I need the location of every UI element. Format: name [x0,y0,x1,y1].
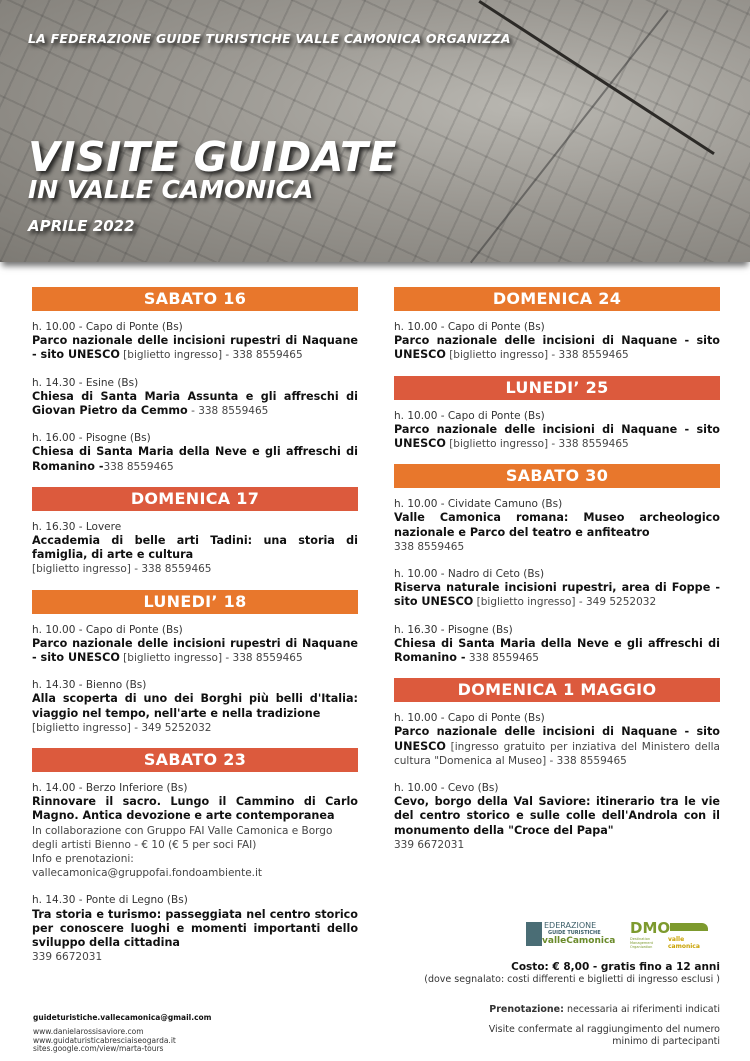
event-time-location: h. 16.30 - Lovere [32,520,122,533]
logo-text-line2: GUIDE TURISTICHE [548,930,601,936]
event-details: 339 6672031 [32,951,103,964]
event-details: 338 8559465 [465,652,539,665]
event-item [394,711,720,768]
website-link-2[interactable]: www.guidaturisticabresciaiseogarda.it [33,1035,176,1045]
event-details: [ingresso gratuito per inziativa del Ministero della cultura "Domenica al Museo] - 338 8559465 [394,740,720,767]
booking-label: Prenotazione: [489,1004,564,1015]
dmo-subtitle: Destination Management Organization [630,937,654,949]
organizer-line: LA FEDERAZIONE GUIDE TURISTICHE VALLE CAMONICA ORGANIZZA [28,31,511,46]
logo-text-line1: EDERAZIONE [544,921,597,930]
contact-email-link[interactable]: guideturistiche.vallecamonica@gmail.com [33,1013,212,1022]
event-title: Riserva naturale incisioni rupestri, area di Foppe - sito UNESCO [394,581,720,609]
event-title: Rinnovare il sacro. Lungo il Cammino di Carlo Magno. Antica devozione e arte contemporanea [32,795,358,823]
federazione-f-mark-icon [526,922,542,946]
cost-note: (dove segnalato: costi differenti e biglietti di ingresso esclusi ) [424,974,720,985]
event-info-label: Info e prenotazioni: [32,853,134,866]
event-details: [biglietto ingresso] - 349 5252032 [32,721,212,734]
event-item [394,781,720,852]
dmo-text: DMO [630,919,671,937]
event-time-location: h. 10.00 - Capo di Ponte (Bs) [394,712,545,725]
day-header: SABATO 23 [32,748,358,772]
event-time-location: h. 14.30 - Bienno (Bs) [32,679,147,692]
event-title: Parco nazionale delle incisioni di Naquane - sito UNESCO [394,334,720,362]
day-header: DOMENICA 17 [32,487,358,511]
event-item [32,320,358,363]
event-item [32,520,358,577]
event-title: Chiesa di Santa Maria della Neve e gli affreschi di Romanino - [394,636,720,665]
event-details: 338 8559465 [103,460,174,473]
cost-label: Costo: € 8,00 - gratis fino a 12 anni [511,961,720,973]
booking-text: necessaria ai riferimenti indicati [563,1004,720,1015]
day-header: DOMENICA 24 [394,287,720,311]
event-details: [biglietto ingresso] - 338 8559465 [119,349,303,362]
event-details: 338 8559465 [394,540,465,553]
day-header: LUNEDI’ 18 [32,590,358,614]
event-title: Parco nazionale delle incisioni di Naquane - sito UNESCO [394,725,720,753]
event-time-location: h. 16.30 - Pisogne (Bs) [394,623,513,636]
event-time-location: h. 10.00 - Capo di Ponte (Bs) [394,321,545,333]
event-details: [biglietto ingresso] - 338 8559465 [119,652,303,665]
event-item [32,781,358,880]
event-time-location: h. 14.00 - Berzo Inferiore (Bs) [32,782,188,795]
event-item [394,320,720,363]
event-title: Parco nazionale delle incisioni di Naquane - sito UNESCO [394,422,720,451]
event-details: 339 6672031 [394,838,465,851]
booking-info [420,1004,720,1016]
event-time-location: h. 10.00 - Cevo (Bs) [394,782,499,795]
partner-logos [522,920,732,950]
event-title: Parco nazionale delle incisioni rupestri di Naquane - sito UNESCO [32,636,358,665]
event-time-location: h. 16.00 - Pisogne (Bs) [32,432,151,445]
event-item [32,623,358,666]
event-item [32,893,358,964]
event-item [394,497,720,554]
page-subtitle: IN VALLE CAMONICA [28,175,314,204]
cost-info [420,961,720,986]
month-label: APRILE 2022 [28,217,135,235]
event-time-location: h. 14.30 - Ponte di Legno (Bs) [32,894,188,907]
day-header: SABATO 16 [32,287,358,311]
event-title: Valle Camonica romana: Museo archeologico nazionale e Parco del teatro e anfiteatro [394,511,720,539]
event-item [32,376,358,419]
dmo-footprint-icon [670,923,708,931]
website-link-1[interactable]: www.danielarossisaviore.com [33,1027,144,1036]
event-details: - 338 8559465 [187,405,269,418]
event-title: Parco nazionale delle incisioni rupestri di Naquane - sito UNESCO [32,334,358,362]
event-title: Cevo, borgo della Val Saviore: itinerario tra le vie del centro storico e sulle colle dell'Androla con il monumento della "Croce del Papa" [394,795,720,837]
logo-text-line3: valleCamonica [542,936,616,946]
hero-banner-rock-engravings [0,0,750,262]
event-item [394,567,720,610]
event-time-location: h. 10.00 - Capo di Ponte (Bs) [394,409,545,422]
day-header: LUNEDI’ 25 [394,376,720,400]
event-title: Tra storia e turismo: passeggiata nel centro storico per conoscere luoghi e momenti importanti dello sviluppo della cittadina [32,907,358,950]
event-item [394,409,720,452]
event-details: [biglietto ingresso] - 338 8559465 [32,563,212,576]
page-title: VISITE GUIDATE [28,133,398,181]
event-title: Alla scoperta di uno dei Borghi più belli d'Italia: viaggio nel tempo, nell'arte e nella tradizione [32,692,358,720]
left-schedule-column [32,287,358,978]
event-item [394,623,720,666]
event-title: Accademia di belle arti Tadini: una storia di famiglia, di arte e cultura [32,534,358,562]
event-details: [biglietto ingresso] - 338 8559465 [445,349,629,362]
event-time-location: h. 14.30 - Esine (Bs) [32,376,139,389]
event-contact-email[interactable]: vallecamonica@gruppofai.fondoambiente.it [32,867,263,880]
event-time-location: h. 10.00 - Nadro di Ceto (Bs) [394,568,545,581]
day-header: DOMENICA 1 MAGGIO [394,678,720,702]
confirmation-note: Visite confermate al raggiungimento del numero minimo di partecipanti [488,1024,720,1047]
day-header: SABATO 30 [394,464,720,488]
event-time-location: h. 10.00 - Cividate Camuno (Bs) [394,498,563,511]
footer-links [33,1028,176,1054]
event-details: In collaborazione con Gruppo FAI Valle Camonica e Borgo degli artisti Bienno - € 10 (€ 5 per soci FAI) [32,824,333,851]
right-schedule-column [394,287,720,865]
event-details: [biglietto ingresso] - 338 8559465 [445,438,629,451]
event-item [32,678,358,735]
event-title: Chiesa di Santa Maria della Neve e gli affreschi di Romanino - [32,445,358,473]
federazione-guide-logo [522,920,622,948]
website-link-3[interactable]: sites.google.com/view/marta-tours [33,1044,164,1053]
event-item [32,431,358,474]
event-details: [biglietto ingresso] - 349 5252032 [473,596,657,609]
event-time-location: h. 10.00 - Capo di Ponte (Bs) [32,321,183,333]
event-time-location: h. 10.00 - Capo di Ponte (Bs) [32,623,183,636]
dmo-logo [630,920,710,950]
rock-crack-decoration [369,0,714,323]
event-title: Chiesa di Santa Maria Assunta e gli affreschi di Giovan Pietro da Cemmo [32,389,358,418]
dmo-brand: valle camonica [668,936,700,950]
